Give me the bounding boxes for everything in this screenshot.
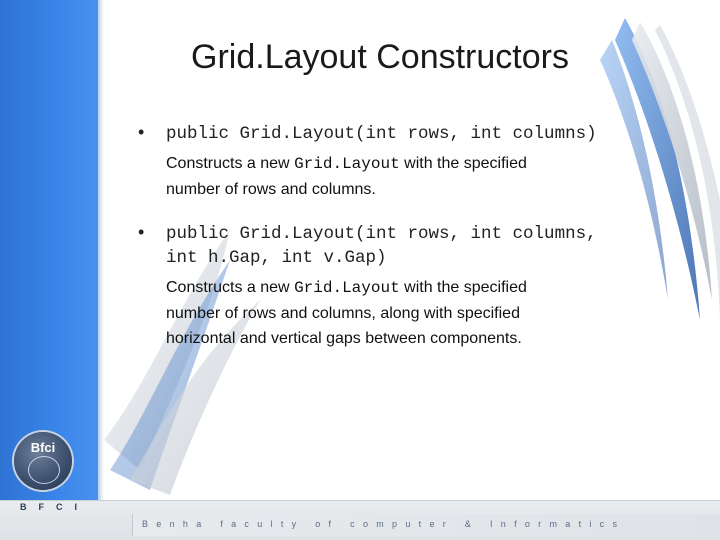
slide-content	[138, 122, 678, 371]
description-text: with the specified	[399, 155, 527, 172]
description-line: number of rows and columns, along with specified	[166, 305, 520, 322]
bullet-dot: •	[138, 222, 145, 242]
description-text: Constructs a new	[166, 279, 295, 296]
slide-title: Grid.Layout Constructors	[191, 38, 569, 76]
sidebar-label: BFCI	[20, 502, 89, 512]
globe-icon	[28, 456, 60, 484]
constructor-signature	[166, 222, 678, 270]
constructor-signature	[166, 122, 678, 146]
logo-text: Bfci	[30, 440, 56, 455]
description-line: horizontal and vertical gaps between components.	[166, 330, 522, 347]
class-name-code: Grid.Layout	[294, 279, 400, 297]
description-text: Constructs a new	[166, 155, 295, 172]
bfci-logo	[14, 432, 72, 490]
description-line: number of rows and columns.	[166, 181, 376, 198]
class-name-code: Grid.Layout	[294, 155, 400, 173]
description-line	[166, 275, 678, 301]
footer-text: Benha faculty of computer & Informatics	[142, 519, 626, 529]
constructor-item-1	[138, 122, 678, 202]
constructor-item-2	[138, 222, 678, 351]
constructor-description	[166, 275, 678, 351]
description-text: with the specified	[399, 279, 527, 296]
description-line	[166, 151, 678, 177]
signature-line: public Grid.Layout(int rows, int columns)	[166, 124, 597, 144]
constructor-description	[166, 151, 678, 202]
signature-line: int h.Gap, int v.Gap)	[166, 248, 387, 268]
signature-line: public Grid.Layout(int rows, int columns,	[166, 224, 597, 244]
bullet-dot: •	[138, 122, 145, 142]
